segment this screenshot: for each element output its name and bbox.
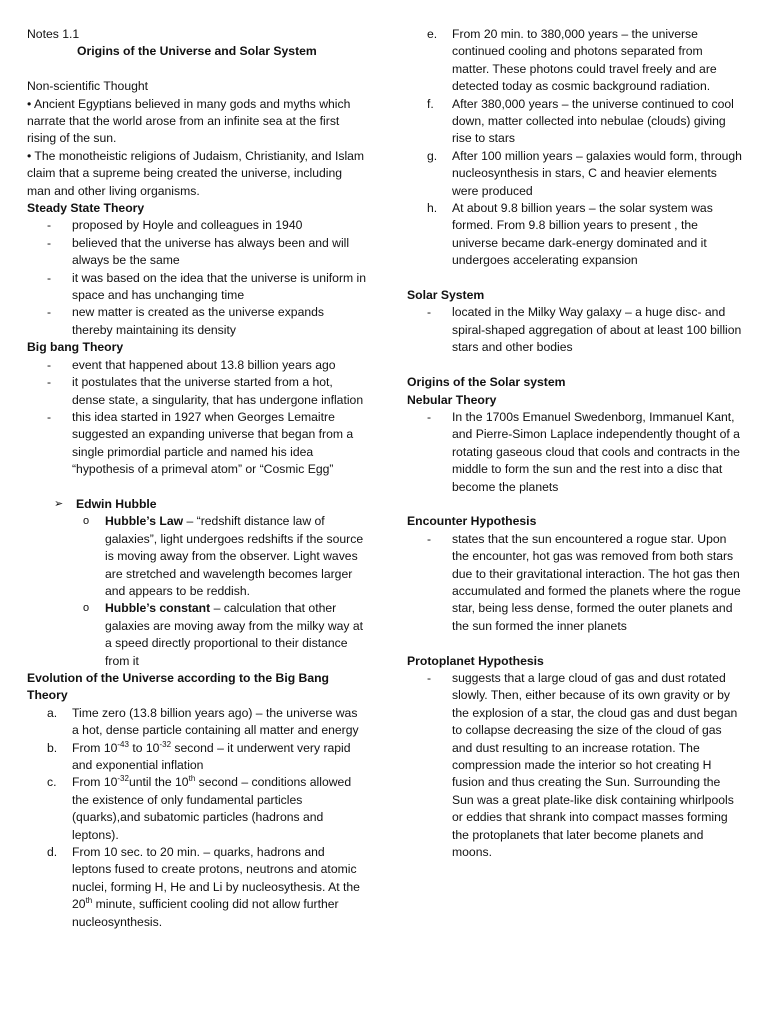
evolution-heading: Evolution of the Universe according to the Big Bang Theory xyxy=(27,671,330,703)
dash-marker: - xyxy=(47,305,52,320)
dash-marker: - xyxy=(47,218,52,233)
origins-heading: Origins of the Solar system xyxy=(407,375,566,390)
evolution-text: From 10 sec. to 20 min. – quarks, hadrons and leptons fused to create protons, neutrons and atomic nuclei, forming H, He and Li by nucleosythesis. At the 20 xyxy=(72,845,360,912)
list-item-text: this idea started in 1927 when Georges Lemaitre suggested an expanding universe that began from a single primordial particle and named his idea “hypothesis of a primeval atom” or “Cosmic Egg” xyxy=(72,409,354,477)
spacer xyxy=(27,479,367,496)
list-item xyxy=(407,304,742,356)
evolution-text: From 10 xyxy=(72,740,118,755)
letter-marker: f. xyxy=(427,96,434,111)
list-item-text: believed that the universe has always been and will always be the same xyxy=(72,235,350,268)
superscript: -32 xyxy=(159,739,172,749)
dash-marker: - xyxy=(47,375,52,390)
evolution-text: From 20 min. to 380,000 years – the universe continued cooling and photons separated from matter. These photons could travel freely and are detected today as cosmic background radiation. xyxy=(452,27,717,94)
nonscientific-paragraph: • Ancient Egyptians believed in many gods and myths which narrate that the world arose from an infinite sea at the first rising of the sun. xyxy=(27,96,351,146)
evolution-item-a xyxy=(27,705,367,740)
list-item xyxy=(27,235,367,270)
list-item xyxy=(27,374,367,409)
list-item-text: proposed by Hoyle and colleagues in 1940 xyxy=(72,218,303,233)
list-item-text: located in the Milky Way galaxy – a huge disc- and spiral-shaped aggregation of about at least 100 billion stars and other bodies xyxy=(452,305,742,355)
evolution-item-f xyxy=(407,96,742,148)
letter-marker: a. xyxy=(47,705,58,720)
hubble-heading xyxy=(54,496,367,513)
evolution-text: to 10 xyxy=(128,740,160,755)
list-item xyxy=(407,670,742,861)
list-item-text: In the 1700s Emanuel Swedenborg, Immanuel Kant, and Pierre-Simon Laplace independently thought of a rotating gaseous cloud that cools and contracts in the middle to form the sun and the rest into a disc that become the planets xyxy=(452,409,740,494)
superscript: th xyxy=(85,896,93,906)
list-item xyxy=(27,409,367,479)
list-item-text: new matter is created as the universe expands thereby maintaining its density xyxy=(72,305,325,337)
right-column xyxy=(407,26,742,861)
document-title: Origins of the Universe and Solar System xyxy=(77,44,317,59)
big-bang-heading: Big bang Theory xyxy=(27,340,124,355)
letter-marker: c. xyxy=(47,775,57,790)
dash-marker: - xyxy=(47,409,52,424)
hubble-constant-term: Hubble’s constant xyxy=(105,601,211,616)
solar-system-heading: Solar System xyxy=(407,288,485,303)
hubble-constant-text: – calculation that other galaxies are moving away from the milky way at a speed directly proportional to their distance from it xyxy=(105,601,364,668)
list-item xyxy=(27,357,367,374)
hubble-law-term: Hubble’s Law xyxy=(105,514,184,529)
notes-label: Notes 1.1 xyxy=(27,27,80,41)
dash-marker: - xyxy=(427,531,432,546)
list-item-text: it postulates that the universe started from a hot, dense state, a singularity, that has undergone inflation xyxy=(72,375,364,407)
protoplanet-heading: Protoplanet Hypothesis xyxy=(407,653,544,668)
list-item xyxy=(407,531,742,635)
dash-marker: - xyxy=(427,305,432,320)
evolution-text: minute, sufficient cooling did not allow further nucleosynthesis. xyxy=(72,897,339,929)
dash-marker: - xyxy=(47,235,52,250)
spacer xyxy=(27,61,367,78)
list-item xyxy=(27,217,367,234)
encounter-heading: Encounter Hypothesis xyxy=(407,514,537,529)
nonscientific-heading: Non-scientific Thought xyxy=(27,79,149,94)
hubble-constant-item xyxy=(83,600,367,670)
steady-state-heading: Steady State Theory xyxy=(27,201,145,216)
spacer xyxy=(407,635,742,652)
evolution-item-h xyxy=(407,200,742,270)
spacer xyxy=(407,357,742,374)
evolution-text: Time zero (13.8 billion years ago) – the universe was a hot, dense particle containing all matter and energy xyxy=(72,705,359,738)
spacer xyxy=(407,270,742,287)
evolution-item-g xyxy=(407,148,742,200)
letter-marker: b. xyxy=(47,740,58,755)
dash-marker: - xyxy=(47,357,52,372)
evolution-text: second – conditions allowed the existence of only fundamental particles (quarks),and subatomic particles (hadrons and leptons). xyxy=(72,775,352,842)
hubble-name: Edwin Hubble xyxy=(76,496,157,511)
evolution-text: After 380,000 years – the universe continued to cool down, matter collected into nebulae (clouds) giving rise to stars xyxy=(452,96,734,146)
nebular-theory-heading: Nebular Theory xyxy=(407,392,497,407)
list-item xyxy=(27,304,367,339)
superscript: -32 xyxy=(117,774,129,784)
list-item-text: states that the sun encountered a rogue star. Upon the encounter, hot gas was removed from both stars due to their gravitational interaction. The hot gas then accumulated and formed the planets where the rogue star, being less dense, formed the outer planets and the sun formed the inner planets xyxy=(452,531,741,633)
letter-marker: e. xyxy=(427,27,438,41)
evolution-item-d xyxy=(27,844,367,931)
dash-marker: - xyxy=(427,670,432,685)
superscript: -43 xyxy=(117,739,129,749)
hubble-law-item xyxy=(83,513,367,600)
circle-bullet-icon: o xyxy=(83,602,90,615)
evolution-text: until the 10 xyxy=(128,775,189,790)
list-item-text: suggests that a large cloud of gas and dust rotated slowly. Then, either because of its own gravity or by the explosion of a star, the cloud gas and dust began to collapse decreasing the size of the cloud of gas and dust resulting to an increase rotation. The compression made the interior so hot creating H fusion and thus creating the Sun. Surrounding the Sun was a great plate-like disk containing whirlpools or eddies that shrank into compact masses forming the protoplanets that later become planets and moons. xyxy=(452,670,738,860)
letter-marker: d. xyxy=(47,845,58,860)
evolution-item-b xyxy=(27,740,367,775)
list-item-text: event that happened about 13.8 billion years ago xyxy=(72,357,336,372)
evolution-text: After 100 million years – galaxies would form, through nucleosynthesis in stars, C and heavier elements were produced xyxy=(452,148,742,198)
spacer xyxy=(407,496,742,513)
letter-marker: h. xyxy=(427,201,438,216)
dash-marker: - xyxy=(427,409,432,424)
nonscientific-paragraph: • The monotheistic religions of Judaism, Christianity, and Islam claim that a supreme being created the universe, including man and other living organisms. xyxy=(27,148,365,198)
list-item xyxy=(407,409,742,496)
evolution-text: second – it underwent very rapid and exponential inflation xyxy=(72,740,351,773)
list-item-text: it was based on the idea that the universe is uniform in space and has unchanging time xyxy=(72,270,367,303)
evolution-item-c xyxy=(27,774,367,844)
evolution-text: From 10 xyxy=(72,775,118,790)
circle-bullet-icon: o xyxy=(83,515,90,528)
letter-marker: g. xyxy=(427,148,438,163)
left-column xyxy=(27,26,367,931)
superscript: th xyxy=(188,774,196,784)
hubble-law-text: – “redshift distance law of galaxies”, light undergoes redshifts if the source is moving away from the observer. Light waves are stretched and wavelength becomes larger and appears to be reddish. xyxy=(105,514,364,598)
evolution-text: At about 9.8 billion years – the solar system was formed. From 9.8 billion years to present , the universe became dark-energy dominated and it undergoes accelerating expansion xyxy=(452,201,713,268)
arrow-bullet-icon: ➢ xyxy=(54,497,64,510)
evolution-item-e xyxy=(407,26,742,96)
list-item xyxy=(27,270,367,305)
dash-marker: - xyxy=(47,270,52,285)
